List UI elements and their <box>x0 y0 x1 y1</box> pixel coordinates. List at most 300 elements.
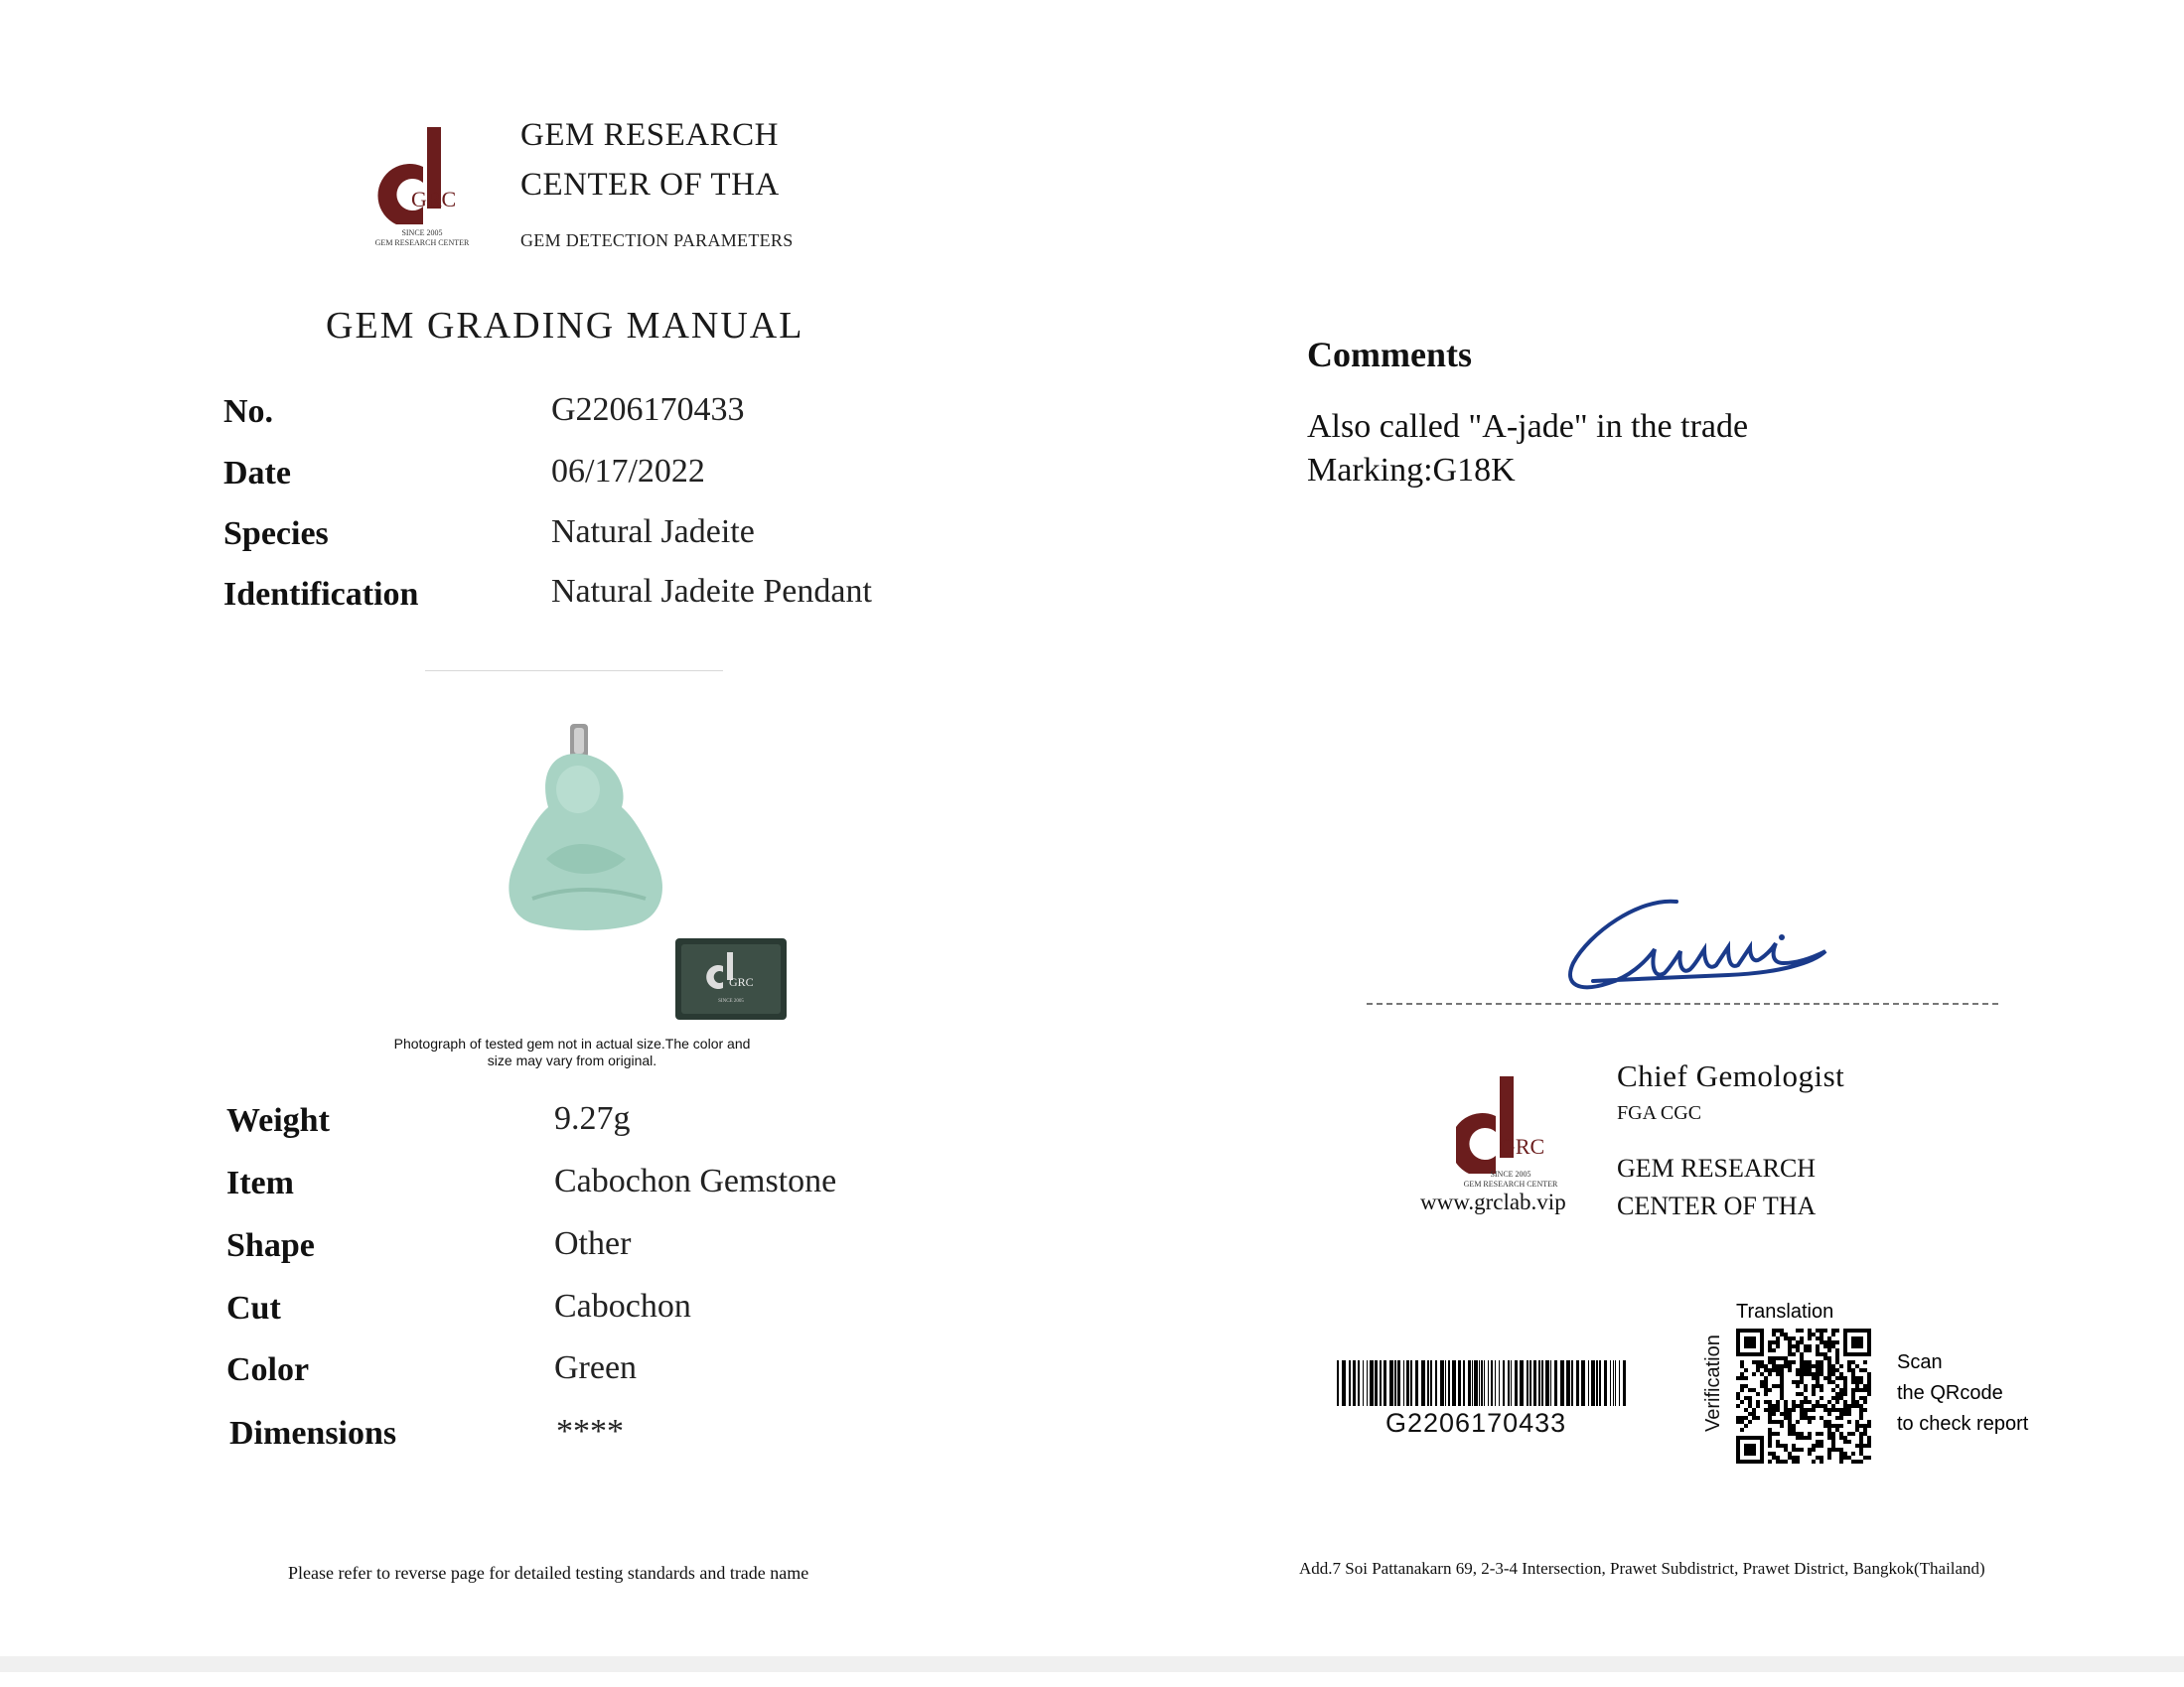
barcode-bar <box>1363 1360 1364 1406</box>
qr-module <box>1752 1388 1756 1392</box>
logo-center-text-bottom: GEM RESEARCH CENTER <box>1463 1180 1558 1189</box>
qr-module <box>1804 1348 1808 1352</box>
qr-module <box>1784 1333 1788 1336</box>
qr-module <box>1756 1416 1760 1420</box>
qr-module <box>1816 1372 1820 1376</box>
qr-module <box>1800 1368 1804 1372</box>
qr-module <box>1820 1396 1823 1400</box>
signature <box>1559 894 1857 1003</box>
qr-module <box>1827 1456 1831 1460</box>
qr-instruction-line2: the QRcode <box>1897 1382 2003 1404</box>
qr-module <box>1831 1340 1835 1344</box>
qr-module <box>1851 1388 1855 1392</box>
qr-module <box>1820 1460 1823 1464</box>
barcode-bar <box>1566 1360 1570 1406</box>
barcode-bar <box>1508 1360 1510 1406</box>
qr-module <box>1792 1456 1796 1460</box>
qr-module <box>1784 1356 1788 1360</box>
grc-logo-bottom <box>1456 1074 1565 1203</box>
qr-module <box>1835 1400 1839 1404</box>
qr-module <box>1812 1392 1816 1396</box>
qr-module <box>1788 1420 1792 1424</box>
qr-module <box>1780 1372 1784 1376</box>
qr-module <box>1859 1416 1863 1420</box>
label-item: Item <box>226 1165 294 1201</box>
barcode-bar <box>1468 1360 1471 1406</box>
qr-module <box>1788 1424 1792 1428</box>
value-date: 06/17/2022 <box>551 453 705 490</box>
qr-module <box>1820 1456 1823 1460</box>
label-color: Color <box>226 1351 310 1388</box>
qr-module <box>1839 1364 1843 1368</box>
qr-module <box>1855 1380 1859 1384</box>
qr-module <box>1867 1456 1871 1460</box>
barcode-bar <box>1394 1360 1396 1406</box>
qr-module <box>1796 1392 1800 1396</box>
qr-module <box>1843 1400 1847 1404</box>
qr-instructions <box>1897 1347 2028 1440</box>
qr-module <box>1843 1452 1847 1456</box>
qr-module <box>1772 1420 1776 1424</box>
qr-module <box>1859 1444 1863 1448</box>
qr-module <box>1776 1456 1780 1460</box>
qr-module <box>1796 1448 1800 1452</box>
qr-module <box>1816 1360 1820 1364</box>
footer-left-note: Please refer to reverse page for detailed testing standards and trade name <box>288 1563 809 1583</box>
qr-module <box>1776 1460 1780 1464</box>
qr-module <box>1827 1360 1831 1364</box>
qr-module <box>1827 1432 1831 1436</box>
label-no: No. <box>223 393 274 430</box>
qr-module <box>1863 1428 1867 1432</box>
qr-module <box>1827 1400 1831 1404</box>
qr-module <box>1792 1380 1796 1384</box>
qr-module <box>1752 1412 1756 1416</box>
barcode-bar <box>1538 1360 1540 1406</box>
qr-top-label: Translation <box>1736 1301 1834 1323</box>
qr-module <box>1827 1364 1831 1368</box>
qr-module <box>1800 1448 1804 1452</box>
qr-module <box>1839 1376 1843 1380</box>
qr-module <box>1808 1436 1812 1440</box>
qr-module <box>1804 1384 1808 1388</box>
barcode <box>1335 1360 1629 1406</box>
barcode-bar <box>1452 1360 1456 1406</box>
qr-module <box>1827 1424 1831 1428</box>
qr-module <box>1804 1412 1808 1416</box>
photo-caption <box>364 1036 781 1069</box>
qr-module <box>1859 1432 1863 1436</box>
qr-module <box>1823 1420 1827 1424</box>
qr-module <box>1784 1364 1788 1368</box>
qr-module <box>1808 1372 1812 1376</box>
barcode-bar <box>1440 1360 1444 1406</box>
qr-module <box>1812 1372 1816 1376</box>
barcode-bar <box>1448 1360 1450 1406</box>
qr-module <box>1800 1356 1804 1360</box>
comments-title: Comments <box>1307 335 1472 374</box>
qr-module <box>1780 1444 1784 1448</box>
barcode-bar <box>1581 1360 1585 1406</box>
qr-module <box>1756 1404 1760 1408</box>
qr-module <box>1827 1368 1831 1372</box>
qr-module <box>1760 1380 1764 1384</box>
qr-module <box>1772 1404 1776 1408</box>
qr-module <box>1772 1333 1776 1336</box>
qr-module <box>1843 1408 1847 1412</box>
qr-module <box>1792 1460 1796 1464</box>
qr-module <box>1740 1400 1744 1404</box>
qr-module <box>1776 1400 1780 1404</box>
qr-module <box>1792 1360 1796 1364</box>
qr-module <box>1788 1348 1792 1352</box>
barcode-bar <box>1491 1360 1493 1406</box>
qr-module <box>1808 1452 1812 1456</box>
qr-module <box>1820 1352 1823 1356</box>
qr-module <box>1827 1408 1831 1412</box>
qr-module <box>1776 1336 1780 1340</box>
qr-module <box>1768 1444 1772 1448</box>
qr-module <box>1744 1368 1748 1372</box>
qr-module <box>1780 1376 1784 1380</box>
qr-module <box>1831 1372 1835 1376</box>
qr-module <box>1847 1368 1851 1372</box>
qr-module <box>1835 1424 1839 1428</box>
qr-module <box>1823 1424 1827 1428</box>
qr-module <box>1863 1444 1867 1448</box>
qr-module <box>1752 1360 1756 1364</box>
barcode-bar <box>1533 1360 1536 1406</box>
qr-module <box>1835 1368 1839 1372</box>
qr-module <box>1788 1344 1792 1348</box>
qr-module <box>1756 1360 1760 1364</box>
qr-module <box>1808 1432 1812 1436</box>
qr-module <box>1792 1408 1796 1412</box>
qr-module <box>1768 1432 1772 1436</box>
barcode-bar <box>1619 1360 1620 1406</box>
qr-module <box>1776 1364 1780 1368</box>
qr-module <box>1764 1388 1768 1392</box>
qr-module <box>1756 1364 1760 1368</box>
qr-module <box>1839 1448 1843 1452</box>
qr-module <box>1855 1364 1859 1368</box>
qr-module <box>1744 1424 1748 1428</box>
barcode-bar <box>1370 1360 1374 1406</box>
header-title-line1: GEM RESEARCH <box>520 117 779 153</box>
barcode-bar <box>1403 1360 1404 1406</box>
qr-module <box>1827 1372 1831 1376</box>
barcode-bar <box>1615 1360 1616 1406</box>
qr-module <box>1859 1424 1863 1428</box>
qr-module <box>1800 1432 1804 1436</box>
qr-module <box>1808 1333 1812 1336</box>
photo-caption-line2: size may vary from original. <box>487 1053 657 1068</box>
qr-module <box>1776 1329 1780 1333</box>
qr-module <box>1744 1396 1748 1400</box>
qr-module <box>1740 1364 1744 1368</box>
barcode-bar <box>1554 1360 1557 1406</box>
qr-module <box>1851 1400 1855 1404</box>
qr-module <box>1788 1336 1792 1340</box>
barcode-bar <box>1421 1360 1425 1406</box>
barcode-bar <box>1604 1360 1607 1406</box>
qr-module <box>1851 1396 1855 1400</box>
qr-module <box>1784 1400 1788 1404</box>
qr-module <box>1804 1396 1808 1400</box>
barcode-bar <box>1463 1360 1465 1406</box>
label-shape: Shape <box>226 1227 315 1264</box>
qr-module <box>1756 1392 1760 1396</box>
qr-module <box>1792 1424 1796 1428</box>
barcode-bar <box>1406 1360 1409 1406</box>
qr-module <box>1831 1396 1835 1400</box>
qr-module <box>1792 1344 1796 1348</box>
barcode-bar <box>1358 1360 1360 1406</box>
barcode-bar <box>1435 1360 1437 1406</box>
qr-module <box>1800 1412 1804 1416</box>
qr-module <box>1808 1360 1812 1364</box>
qr-module <box>1800 1360 1804 1364</box>
qr-module <box>1827 1348 1831 1352</box>
barcode-bar <box>1342 1360 1346 1406</box>
qr-module <box>1839 1392 1843 1396</box>
qr-module <box>1808 1400 1812 1404</box>
qr-module <box>1792 1432 1796 1436</box>
qr-module <box>1744 1444 1756 1456</box>
barcode-bar <box>1545 1360 1549 1406</box>
svg-text:GRC: GRC <box>411 187 457 211</box>
qr-module <box>1855 1424 1859 1428</box>
qr-module <box>1780 1384 1784 1388</box>
qr-module <box>1772 1340 1776 1344</box>
qr-module <box>1855 1460 1859 1464</box>
qr-module <box>1772 1456 1776 1460</box>
qr-module <box>1784 1360 1788 1364</box>
svg-text:GRC: GRC <box>729 975 754 989</box>
qr-module <box>1780 1380 1784 1384</box>
qr-module <box>1835 1329 1839 1333</box>
qr-module <box>1784 1444 1788 1448</box>
qr-module <box>1808 1336 1812 1340</box>
qr-module <box>1780 1424 1784 1428</box>
qr-module <box>1816 1329 1820 1333</box>
qr-module <box>1820 1388 1823 1392</box>
qr-module <box>1796 1329 1800 1333</box>
qr-module <box>1780 1396 1784 1400</box>
qr-module <box>1812 1416 1816 1420</box>
qr-module <box>1863 1400 1867 1404</box>
gemologist-credentials: FGA CGC <box>1617 1102 1702 1124</box>
value-identification: Natural Jadeite Pendant <box>551 573 872 610</box>
qr-module <box>1804 1436 1808 1440</box>
qr-module <box>1831 1364 1835 1368</box>
qr-module <box>1847 1364 1851 1368</box>
qr-module <box>1768 1416 1772 1420</box>
qr-module <box>1796 1380 1800 1384</box>
qr-module <box>1788 1352 1792 1356</box>
qr-module <box>1839 1408 1843 1412</box>
qr-side-label: Verification <box>1702 1335 1724 1432</box>
qr-module <box>1788 1412 1792 1416</box>
qr-module <box>1867 1372 1871 1376</box>
qr-module <box>1823 1404 1827 1408</box>
value-shape: Other <box>554 1225 632 1262</box>
qr-module <box>1851 1452 1855 1456</box>
qr-module <box>1820 1432 1823 1436</box>
qr-module <box>1823 1376 1827 1380</box>
qr-module <box>1820 1364 1823 1368</box>
qr-module <box>1812 1333 1816 1336</box>
qr-module <box>1863 1368 1867 1372</box>
qr-module <box>1859 1368 1863 1372</box>
qr-module <box>1839 1396 1843 1400</box>
qr-module <box>1839 1452 1843 1456</box>
qr-module <box>1820 1416 1823 1420</box>
qr-module <box>1784 1448 1788 1452</box>
qr-module <box>1823 1408 1827 1412</box>
qr-module <box>1863 1360 1867 1364</box>
qr-module <box>1816 1456 1820 1460</box>
barcode-number: G2206170433 <box>1385 1408 1567 1438</box>
qr-module <box>1827 1356 1831 1360</box>
scan-edge <box>0 1656 2184 1672</box>
qr-module <box>1788 1416 1792 1420</box>
qr-module <box>1752 1416 1756 1420</box>
qr-module <box>1800 1336 1804 1340</box>
barcode-bar <box>1520 1360 1524 1406</box>
qr-module <box>1820 1340 1823 1344</box>
barcode-bar <box>1337 1360 1339 1406</box>
qr-module <box>1859 1388 1863 1392</box>
value-cut: Cabochon <box>554 1288 691 1325</box>
qr-module <box>1859 1412 1863 1416</box>
qr-module <box>1851 1432 1855 1436</box>
qr-module <box>1800 1416 1804 1420</box>
qr-module <box>1792 1404 1796 1408</box>
qr-module <box>1843 1376 1847 1380</box>
qr-module <box>1800 1392 1804 1396</box>
qr-module <box>1835 1392 1839 1396</box>
qr-module <box>1835 1352 1839 1356</box>
qr-module <box>1768 1388 1772 1392</box>
qr-module <box>1855 1400 1859 1404</box>
barcode-bar <box>1623 1360 1626 1406</box>
qr-module <box>1796 1384 1800 1388</box>
qr-module <box>1859 1436 1863 1440</box>
qr-module <box>1863 1424 1867 1428</box>
qr-module <box>1808 1448 1812 1452</box>
qr-module <box>1800 1352 1804 1356</box>
qr-module <box>1772 1360 1776 1364</box>
qr-instruction-line1: Scan <box>1897 1351 1943 1373</box>
qr-module <box>1831 1424 1835 1428</box>
manual-title: GEM GRADING MANUAL <box>326 305 804 347</box>
qr-module <box>1835 1416 1839 1420</box>
qr-module <box>1804 1408 1808 1412</box>
qr-module <box>1796 1372 1800 1376</box>
qr-module <box>1831 1436 1835 1440</box>
qr-module <box>1827 1380 1831 1384</box>
barcode-bar <box>1576 1360 1579 1406</box>
qr-module <box>1823 1352 1827 1356</box>
qr-module <box>1827 1336 1831 1340</box>
qr-module <box>1740 1388 1744 1392</box>
barcode-bar <box>1499 1360 1500 1406</box>
label-cut: Cut <box>226 1290 281 1327</box>
qr-module <box>1800 1404 1804 1408</box>
qr-module <box>1816 1400 1820 1404</box>
logo-center-text: GEM RESEARCH CENTER <box>374 238 470 247</box>
qr-module <box>1851 1336 1863 1348</box>
qr-module <box>1796 1420 1800 1424</box>
qr-module <box>1780 1356 1784 1360</box>
qr-module <box>1812 1444 1816 1448</box>
barcode-bar <box>1383 1360 1386 1406</box>
qr-module <box>1816 1348 1820 1352</box>
qr-module <box>1800 1340 1804 1344</box>
qr-module <box>1867 1388 1871 1392</box>
qr-module <box>1847 1412 1851 1416</box>
gemologist-center-line2: CENTER OF THA <box>1617 1192 1817 1220</box>
qr-module <box>1748 1404 1752 1408</box>
barcode-bar <box>1588 1360 1589 1406</box>
qr-module <box>1820 1384 1823 1388</box>
barcode-bar <box>1479 1360 1480 1406</box>
qr-module <box>1855 1404 1859 1408</box>
barcode-bar <box>1515 1360 1518 1406</box>
qr-module <box>1839 1412 1843 1416</box>
qr-module <box>1764 1376 1768 1380</box>
qr-module <box>1780 1420 1784 1424</box>
qr-module <box>1776 1432 1780 1436</box>
qr-module <box>1863 1388 1867 1392</box>
qr-module <box>1827 1436 1831 1440</box>
qr-module <box>1776 1356 1780 1360</box>
barcode-bar <box>1527 1360 1529 1406</box>
value-species: Natural Jadeite <box>551 513 755 550</box>
qr-module <box>1748 1420 1752 1424</box>
qr-module <box>1764 1364 1768 1368</box>
qr-module <box>1831 1432 1835 1436</box>
qr-module <box>1784 1460 1788 1464</box>
qr-module <box>1772 1384 1776 1388</box>
qr-module <box>1839 1456 1843 1460</box>
qr-module <box>1820 1440 1823 1444</box>
qr-module <box>1847 1360 1851 1364</box>
qr-module <box>1851 1404 1855 1408</box>
qr-module <box>1820 1444 1823 1448</box>
barcode-bar <box>1474 1360 1478 1406</box>
qr-module <box>1855 1420 1859 1424</box>
qr-module <box>1800 1408 1804 1412</box>
barcode-bar <box>1430 1360 1432 1406</box>
qr-module <box>1788 1364 1792 1368</box>
qr-module <box>1804 1364 1808 1368</box>
qr-module <box>1784 1404 1788 1408</box>
qr-module <box>1792 1336 1796 1340</box>
qr-module <box>1831 1333 1835 1336</box>
qr-module <box>1804 1372 1808 1376</box>
qr-module <box>1816 1432 1820 1436</box>
qr-module <box>1820 1368 1823 1372</box>
qr-module <box>1776 1368 1780 1372</box>
qr-module <box>1843 1440 1847 1444</box>
qr-module <box>1863 1396 1867 1400</box>
qr-module <box>1827 1344 1831 1348</box>
qr-module <box>1768 1428 1772 1432</box>
header-subtitle: GEM DETECTION PARAMETERS <box>520 230 794 250</box>
qr-module <box>1812 1384 1816 1388</box>
